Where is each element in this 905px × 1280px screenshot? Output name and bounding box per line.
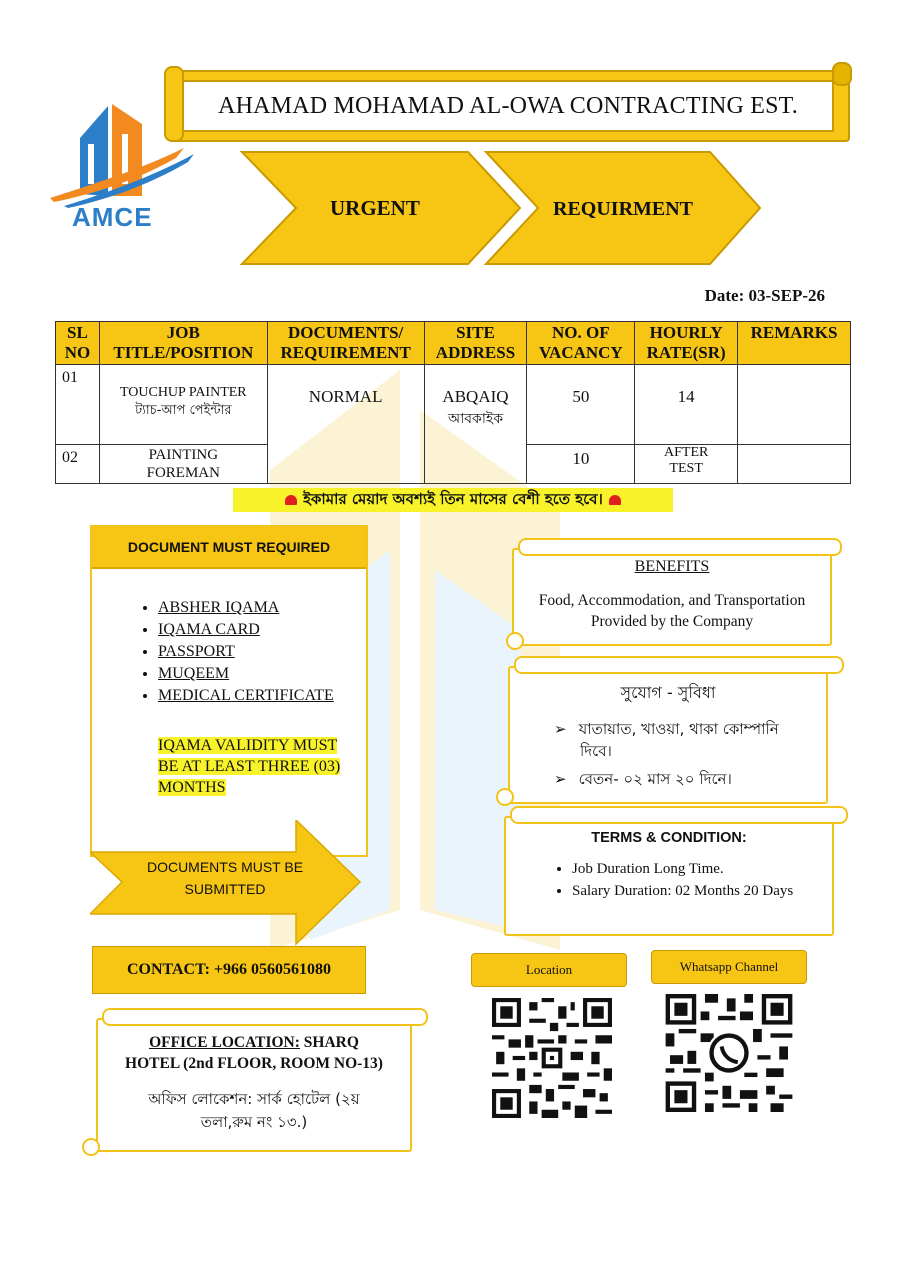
- urgent-label: URGENT: [330, 196, 420, 220]
- row-title: PAINTING FOREMAN: [99, 445, 267, 484]
- list-item: • PASSPORT: [158, 641, 334, 663]
- company-name: AHAMAD MOHAMAD AL-OWA CONTRACTING EST.: [182, 80, 834, 132]
- office-location-box: [96, 1018, 412, 1152]
- row-remarks: [738, 365, 851, 445]
- benefits-box: [512, 548, 832, 646]
- row-sl: 02: [56, 445, 100, 484]
- whatsapp-qr-code[interactable]: [665, 994, 793, 1112]
- office-location-bn: [98, 1088, 410, 1134]
- note-line: BE AT LEAST THREE (03): [158, 758, 341, 775]
- office-bn-line: তলা,রুম নং ১৩.): [200, 1113, 308, 1131]
- location-label: Location: [471, 953, 627, 987]
- list-item: • MUQEEM: [158, 663, 334, 685]
- col-header-rate: HOURLY RATE(SR): [635, 322, 738, 365]
- documents-required-box: [90, 525, 368, 857]
- col-header-site: SITE ADDRESS: [424, 322, 527, 365]
- arrow-bullet-icon: ➢: [554, 770, 567, 788]
- warning-text: ইকামার মেয়াদ অবশ্যই তিন মাসের বেশী হতে হবে।: [303, 489, 603, 508]
- row-site: ABQAIQ: [442, 387, 509, 406]
- row-remarks: [738, 445, 851, 484]
- scroll-curl: [82, 1138, 100, 1156]
- benefits-bn-list: [554, 718, 779, 790]
- col-header-remarks: REMARKS: [738, 322, 851, 365]
- scroll-top-curl: [518, 538, 842, 556]
- office-line: HOTEL (2nd FLOOR, ROOM NO-13): [125, 1055, 383, 1072]
- note-line: IQAMA VALIDITY MUST: [158, 737, 338, 754]
- benefits-bn-item: যাতায়াত, খাওয়া, থাকা কোম্পানি: [578, 720, 779, 738]
- scroll-top-curl: [510, 806, 848, 824]
- arrow-line: SUBMITTED: [184, 881, 266, 897]
- benefits-line: Provided by the Company: [590, 613, 754, 630]
- scroll-curl: [506, 632, 524, 650]
- list-item: • Job Duration Long Time.: [572, 858, 793, 880]
- list-item: • MEDICAL CERTIFICATE: [158, 685, 334, 707]
- logo-text: AMCE: [72, 202, 153, 232]
- whatsapp-channel-label: Whatsapp Channel: [651, 950, 807, 984]
- scroll-top-curl: [514, 656, 844, 674]
- iqama-warning-bn: [233, 488, 673, 512]
- terms-list: [524, 858, 793, 902]
- list-item: • ABSHER IQAMA: [158, 597, 334, 619]
- col-header-sl: SL NO: [56, 322, 100, 365]
- row-title: TOUCHUP PAINTER: [119, 385, 247, 400]
- row-site-cell: [424, 365, 527, 484]
- logo-building-icon: [44, 98, 204, 208]
- terms-title: TERMS & CONDITION:: [591, 830, 747, 846]
- benefits-bn-item: বেতন- ০২ মাস ২০ দিনে।: [578, 770, 732, 788]
- documents-list: [130, 597, 334, 707]
- office-location-label: OFFICE LOCATION:: [149, 1034, 300, 1051]
- col-header-documents: DOCUMENTS/ REQUIREMENT: [267, 322, 424, 365]
- row-rate: 14: [635, 365, 738, 445]
- row-vacancy: 50: [527, 365, 635, 445]
- benefits-bn-box: [508, 666, 828, 804]
- row-sl: 01: [56, 365, 100, 445]
- arrow-line: DOCUMENTS MUST BE: [146, 859, 304, 875]
- requirement-label: REQUIRMENT: [553, 198, 694, 220]
- row-vacancy: 10: [527, 445, 635, 484]
- siren-icon: [609, 495, 621, 505]
- benefits-bn-item: দিবে।: [580, 742, 612, 760]
- col-header-vacancy: NO. OF VACANCY: [527, 322, 635, 365]
- arrow-bullet-icon: ➢: [554, 720, 567, 738]
- office-location-text: [98, 1032, 410, 1074]
- scroll-top-curl: [102, 1008, 428, 1026]
- row-site-bn: আবকাইক: [447, 411, 503, 427]
- list-item: • IQAMA CARD: [158, 619, 334, 641]
- list-item: • Salary Duration: 02 Months 20 Days: [572, 880, 793, 902]
- benefits-bn-title: সুযোগ - সুবিধা: [620, 683, 716, 702]
- row-rate: AFTER TEST: [635, 445, 738, 484]
- benefits-line: Food, Accommodation, and Transportation: [538, 592, 806, 609]
- documents-submitted-text: [120, 856, 330, 900]
- row-documents: NORMAL: [267, 365, 424, 484]
- scroll-curl: [496, 788, 514, 806]
- documents-required-title: DOCUMENT MUST REQUIRED: [92, 527, 366, 569]
- contact-phone: CONTACT: +966 0560561080: [92, 946, 366, 994]
- row-title-cell: [99, 365, 267, 445]
- benefits-title: BENEFITS: [634, 558, 710, 575]
- table-row: [56, 365, 851, 445]
- company-header-banner: [168, 62, 848, 140]
- company-logo: [44, 98, 204, 238]
- iqama-validity-note: [158, 735, 354, 798]
- post-date: Date: 03-SEP-26: [704, 286, 825, 305]
- siren-icon: [285, 495, 297, 505]
- benefits-text: [514, 590, 830, 632]
- location-qr-code[interactable]: [492, 998, 612, 1118]
- terms-box: [504, 816, 834, 936]
- office-line: SHARQ: [299, 1034, 359, 1051]
- office-bn-line: অফিস লোকেশন: সার্ক হোটেল (২য়: [148, 1090, 360, 1108]
- row-title-bn: ট্যাচ-আপ পেইন্টার: [135, 403, 232, 418]
- jobs-table: [55, 321, 851, 484]
- col-header-title: JOB TITLE/POSITION: [99, 322, 267, 365]
- note-line: MONTHS: [158, 779, 226, 796]
